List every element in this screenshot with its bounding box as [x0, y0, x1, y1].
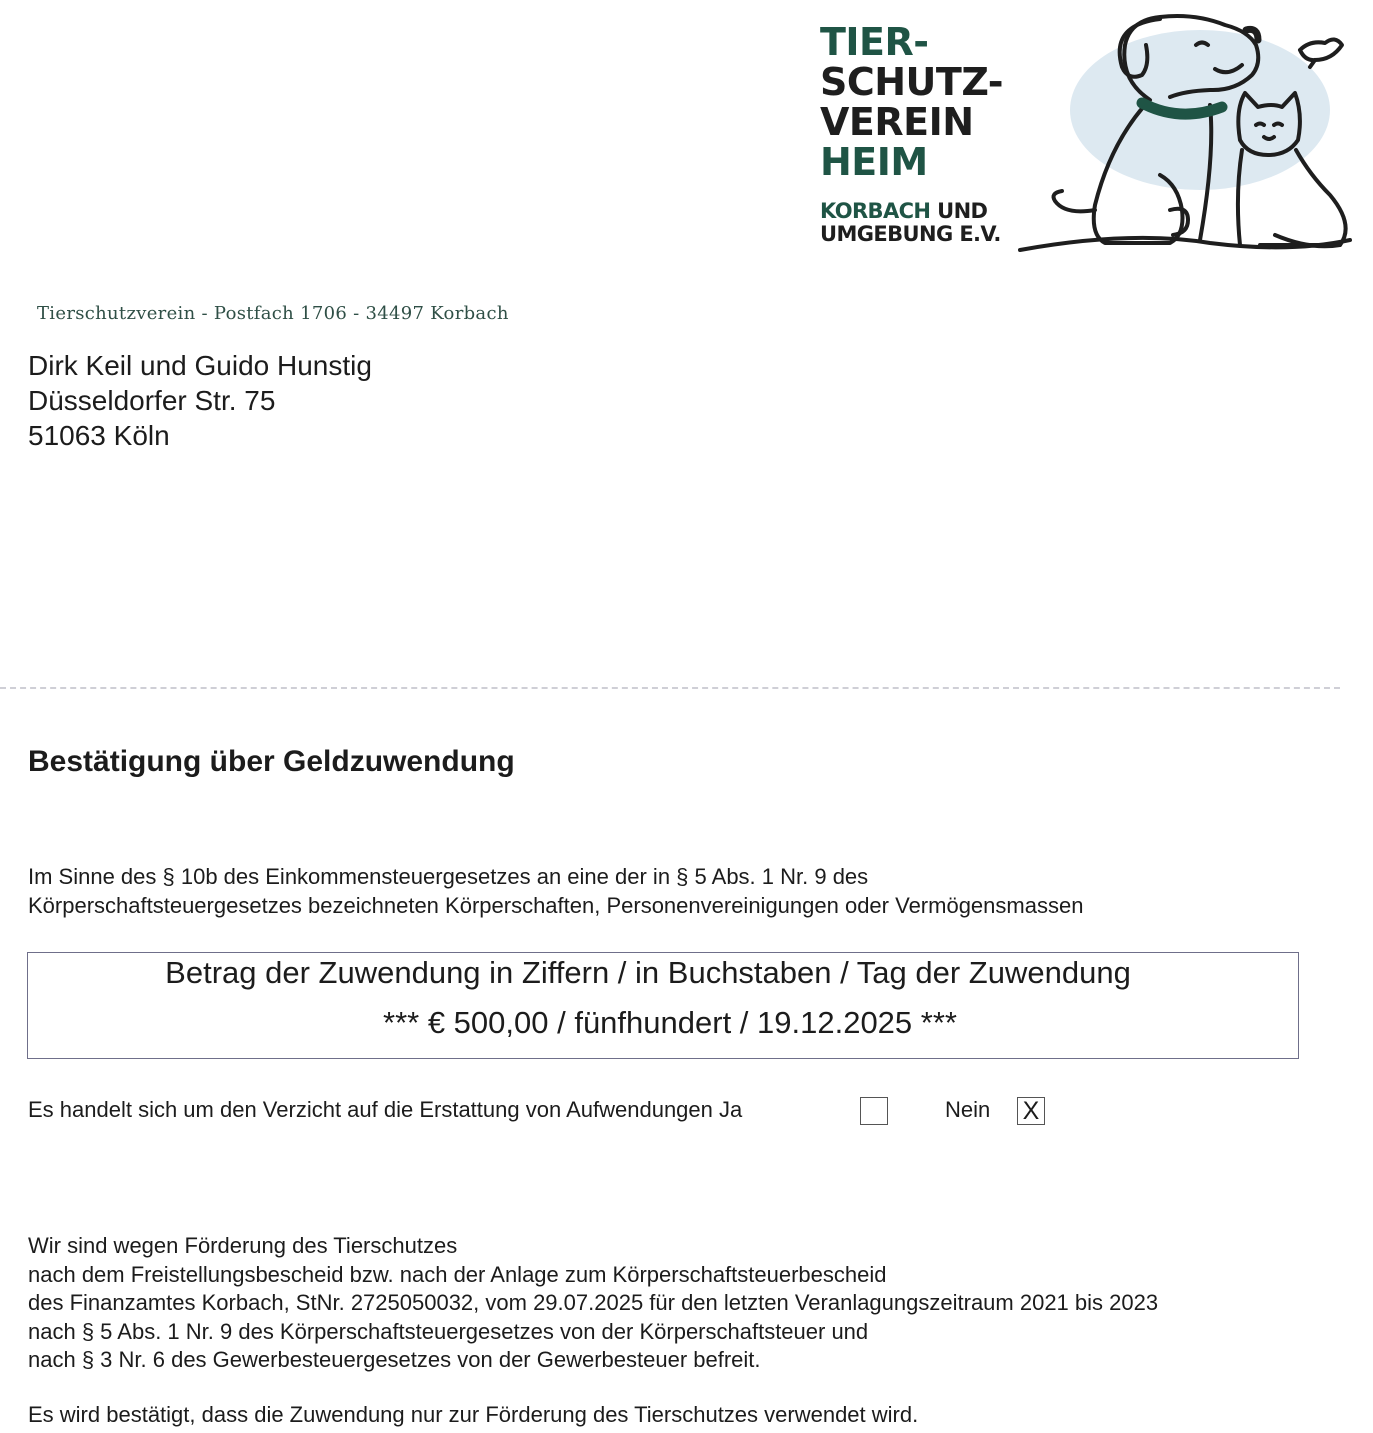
logo [820, 22, 1020, 252]
sender-line: Tierschutzverein - Postfach 1706 - 34497 Korbach [37, 303, 509, 324]
recipient-name: Dirk Keil und Guido Hunstig [28, 350, 372, 381]
logo-title-line-4: HEIM [820, 140, 928, 184]
waiver-no-label: Nein [945, 1097, 991, 1122]
amount-value: *** € 500,00 / fünfhundert / 19.12.2025 *** [383, 1005, 957, 1040]
document-heading: Bestätigung über Geldzuwendung [28, 745, 515, 778]
recipient-street: Düsseldorfer Str. 75 [28, 385, 276, 416]
amount-label: Betrag der Zuwendung in Ziffern / in Buchstaben / Tag der Zuwendung [165, 955, 1131, 990]
exemption-line-2: nach dem Freistellungsbescheid bzw. nach der Anlage zum Körperschaftsteuerbescheid [28, 1261, 887, 1287]
waiver-text: Es handelt sich um den Verzicht auf die Erstattung von Aufwendungen Ja [28, 1097, 743, 1122]
fold-line [0, 687, 1340, 689]
logo-title-line-2: SCHUTZ- [820, 60, 1003, 104]
intro-line-1: Im Sinne des § 10b des Einkommensteuergesetzes an eine der in § 5 Abs. 1 Nr. 9 des [28, 864, 869, 889]
exemption-line-3: des Finanzamtes Korbach, StNr. 2725050032, vom 29.07.2025 für den letzten Veranlagungszeitraum 2021 bis 2023 [28, 1290, 1159, 1315]
logo-subtitle-line-1 [820, 200, 1020, 223]
logo-subtitle-line-2: UMGEBUNG E.V. [820, 222, 1001, 246]
intro-paragraph [28, 862, 1083, 920]
logo-subtitle-und: UND [937, 199, 988, 223]
intro-line-2: Körperschaftsteuergesetzes bezeichneten Körperschaften, Personenvereinigungen oder Vermögensmassen [28, 893, 1084, 918]
exemption-paragraph [28, 1232, 1158, 1375]
waiver-no-checkbox[interactable]: X [1017, 1097, 1045, 1125]
dog-tail [1054, 191, 1095, 211]
dog-cat-bird-icon [1010, 5, 1360, 265]
exemption-line-5: nach § 3 Nr. 6 des Gewerbesteuergesetzes von der Gewerbesteuer befreit. [28, 1347, 761, 1372]
waiver-yes-checkbox[interactable] [860, 1097, 888, 1125]
recipient-city: 51063 Köln [28, 420, 170, 451]
bird-body [1300, 39, 1342, 60]
exemption-line-1: Wir sind wegen Förderung des Tierschutzes [28, 1233, 458, 1258]
amount-box [27, 952, 1299, 1059]
exemption-line-4: nach § 5 Abs. 1 Nr. 9 des Körperschaftsteuergesetzes von der Körperschaftsteuer und [28, 1318, 869, 1344]
recipient-address [28, 348, 372, 453]
logo-subtitle-korbach: KORBACH [820, 199, 931, 223]
confirmation-text: Es wird bestätigt, dass die Zuwendung nur zur Förderung des Tierschutzes verwendet wird. [28, 1402, 919, 1427]
logo-title-line-1: TIER- [820, 20, 929, 64]
logo-title-line-3: VEREIN [820, 100, 974, 144]
